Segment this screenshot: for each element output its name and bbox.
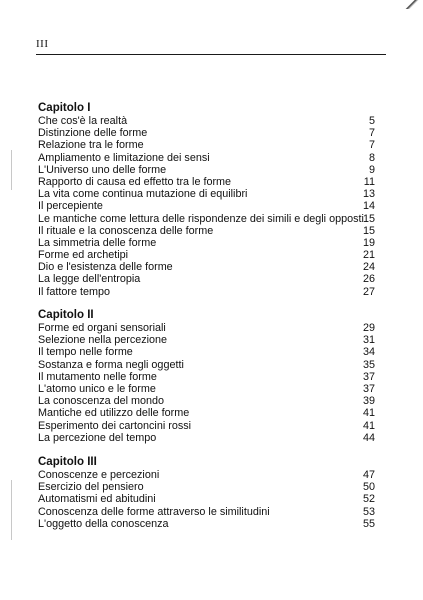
toc-entry	[38, 249, 375, 261]
scan-edge-mark	[11, 150, 12, 190]
toc-entry-page: 14	[362, 200, 375, 213]
toc-entry	[38, 176, 375, 188]
toc-entry-page: 5	[368, 115, 375, 127]
chapter-title: Capitolo I	[38, 102, 91, 114]
toc-entry	[38, 432, 375, 444]
toc-entry-title: Forme ed archetipi	[38, 249, 129, 262]
toc-entry	[38, 322, 375, 334]
toc-entry-title: La percezione del tempo	[38, 431, 157, 444]
toc-entry-page: 9	[368, 163, 375, 176]
toc-entry-page: 47	[362, 469, 375, 481]
toc-entry-title: La legge dell'entropia	[38, 273, 141, 286]
toc-entry-title: Dio e l'esistenza delle forme	[38, 261, 173, 274]
toc-entry-page: 29	[362, 322, 375, 334]
toc-entry-title: Forme ed organi sensoriali	[38, 322, 166, 334]
toc-entry	[38, 334, 375, 346]
toc-entry-title: L'oggetto della conoscenza	[38, 517, 169, 530]
toc-entry-page: 35	[362, 358, 375, 371]
toc-entry-page: 7	[368, 127, 375, 140]
toc-entry-page: 37	[362, 382, 375, 395]
toc-entry-page: 24	[362, 261, 375, 274]
toc-entry-title: Il tempo nelle forme	[38, 346, 133, 359]
toc-entry	[38, 164, 375, 176]
toc-entry	[38, 359, 375, 371]
toc-entry-page: 26	[362, 273, 375, 286]
toc-entry-title: Relazione tra le forme	[38, 139, 144, 152]
toc-entry-title: Conoscenze e percezioni	[38, 469, 160, 481]
toc-entry-title: L'Universo uno delle forme	[38, 163, 167, 176]
toc-entry-title: Selezione nella percezione	[38, 334, 168, 347]
toc-entry-title: Il mutamento nelle forme	[38, 370, 157, 383]
toc-entry	[38, 420, 375, 432]
toc-entry-page: 13	[362, 188, 375, 201]
toc-entry	[38, 481, 375, 493]
toc-entry	[38, 506, 375, 518]
toc-entry	[38, 273, 375, 285]
toc-entry	[38, 115, 375, 127]
toc-entry	[38, 286, 375, 298]
toc-entry-page: 39	[362, 395, 375, 408]
chapter-title: Capitolo III	[38, 456, 97, 468]
toc-entry-title: La conoscenza del mondo	[38, 395, 165, 408]
toc-entry-title: Mantiche ed utilizzo delle forme	[38, 407, 190, 420]
toc-entry	[38, 200, 375, 212]
toc-entry	[38, 518, 375, 530]
toc-entry-title: Il rituale e la conoscenza delle forme	[38, 224, 214, 237]
toc-entry-page: 37	[362, 370, 375, 383]
toc-entry	[38, 383, 375, 395]
toc-entry-title: Ampliamento e limitazione dei sensi	[38, 151, 210, 164]
toc-entry-title: Le mantiche come lettura delle rispondenze dei simili e degli opposti	[38, 212, 364, 225]
toc-entry-title: Esercizio del pensiero	[38, 481, 144, 494]
toc-entry	[38, 261, 375, 273]
toc-entry	[38, 395, 375, 407]
toc-entry-title: L'atomo unico e le forme	[38, 382, 156, 395]
toc-entry-title: Sostanza e forma negli oggetti	[38, 358, 184, 371]
toc-entry	[38, 237, 375, 249]
toc-entry	[38, 127, 375, 139]
toc-entry	[38, 493, 375, 505]
toc-entry-page: 53	[362, 505, 375, 518]
page-header	[36, 38, 386, 58]
toc-entry-page: 52	[362, 493, 375, 506]
toc-entry	[38, 213, 375, 225]
toc-entry	[38, 225, 375, 237]
toc-entry	[38, 152, 375, 164]
toc-entry-title: Il fattore tempo	[38, 285, 111, 298]
toc-entry-title: Automatismi ed abitudini	[38, 493, 156, 506]
toc-entry	[38, 346, 375, 358]
scan-corner-mark	[405, 0, 419, 9]
toc-entry	[38, 188, 375, 200]
page-number: III	[36, 38, 49, 50]
scan-edge-mark	[11, 480, 12, 540]
toc-entry-page: 21	[362, 249, 375, 262]
toc-entry-page: 11	[363, 175, 375, 188]
toc-entry-page: 19	[362, 236, 375, 249]
toc-entry-title: Che cos'è la realtà	[38, 115, 128, 127]
toc-entry-page: 34	[362, 346, 375, 359]
toc-entry	[38, 371, 375, 383]
toc-chapter-2	[38, 308, 375, 444]
toc-entry-page: 8	[368, 151, 375, 164]
toc-entry-title: Rapporto di causa ed effetto tra le forme	[38, 175, 232, 188]
toc-entry-title: La simmetria delle forme	[38, 236, 157, 249]
toc-entry-page: 41	[362, 407, 375, 420]
toc-entry-title: Esperimento dei cartoncini rossi	[38, 419, 192, 432]
toc-entry-page: 15	[362, 212, 375, 225]
toc-entry-page: 7	[368, 139, 375, 152]
toc-entry-title: La vita come continua mutazione di equilibri	[38, 188, 248, 201]
toc-chapter-3	[38, 455, 375, 530]
toc-entry-page: 50	[362, 481, 375, 494]
toc-entry-page: 44	[362, 431, 375, 444]
toc-entry-page: 31	[362, 334, 375, 347]
chapter-title: Capitolo II	[38, 309, 94, 321]
toc-entry-page: 27	[362, 285, 375, 298]
toc-entry-title: Conoscenza delle forme attraverso le similitudini	[38, 505, 270, 518]
toc-entry-title: Distinzione delle forme	[38, 127, 148, 140]
toc-entry-page: 41	[362, 419, 375, 432]
toc-entry-title: Il percepiente	[38, 200, 103, 213]
toc-entry-page: 55	[362, 517, 375, 530]
toc-entry	[38, 469, 375, 481]
toc-entry	[38, 139, 375, 151]
toc-entry	[38, 407, 375, 419]
toc-chapter-1	[38, 101, 375, 298]
header-rule	[36, 54, 386, 55]
toc-entry-page: 15	[362, 224, 375, 237]
